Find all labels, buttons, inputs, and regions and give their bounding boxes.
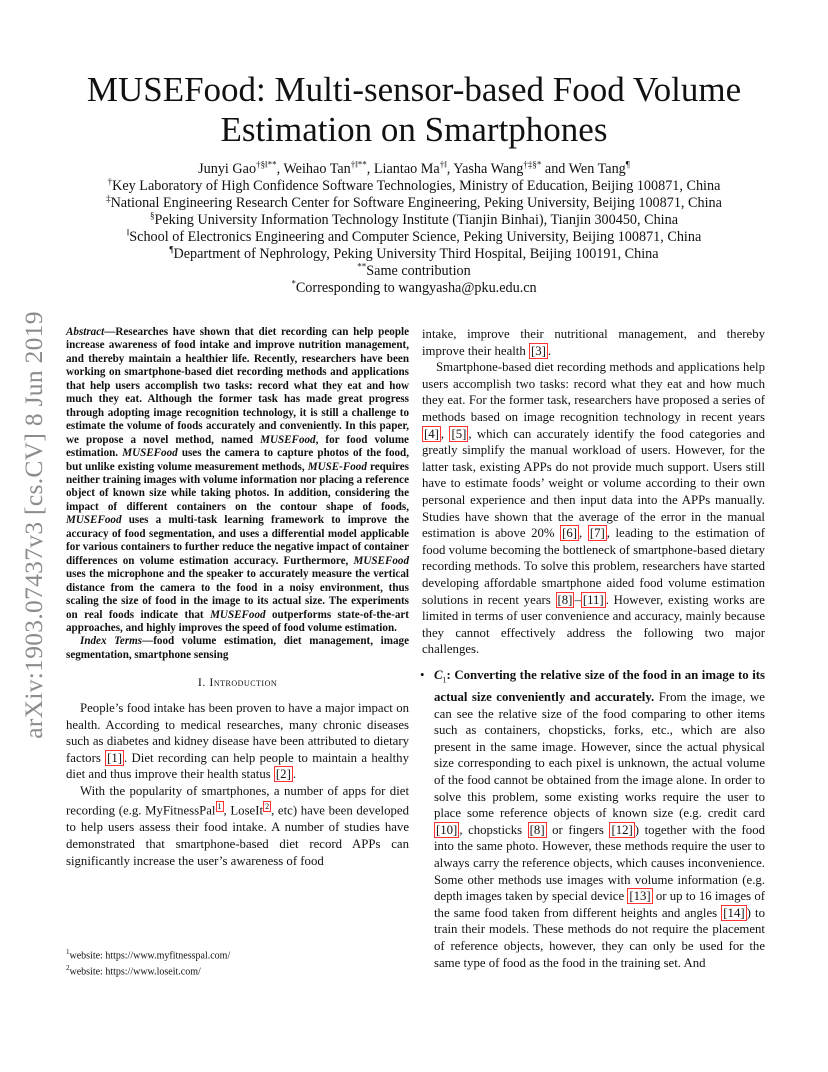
- citation-link[interactable]: [1]: [107, 750, 123, 765]
- citation-link[interactable]: [3]: [530, 343, 546, 358]
- footnote-link[interactable]: 1: [217, 802, 222, 812]
- footnotes: [66, 946, 409, 979]
- author-list: [70, 161, 758, 178]
- citation-link[interactable]: [14]: [723, 905, 745, 920]
- citation-link[interactable]: [5]: [451, 426, 467, 441]
- citation-link[interactable]: [7]: [589, 526, 605, 541]
- right-column: [422, 326, 765, 971]
- intro-paragraph-2-cont: intake, improve their nutritional management, and thereby improve their health [3] .: [422, 327, 765, 358]
- affiliation-2: ‡National Engineering Research Center for Software Engineering, Peking University, Beijing 100871, China: [106, 193, 722, 211]
- author-name: , Liantao Ma: [366, 161, 440, 177]
- paper-title: [70, 70, 758, 150]
- author-block: [70, 161, 758, 297]
- citation-link[interactable]: [2]: [275, 767, 291, 782]
- title-line-1: MUSEFood: Multi-sensor-based Food Volume: [86, 70, 742, 109]
- section-heading-introduction: I. Introduction: [197, 675, 278, 690]
- author-affil-mark: †‖: [439, 159, 447, 170]
- affiliation-5: ¶Department of Nephrology, Peking University Third Hospital, Beijing 100191, China: [169, 244, 659, 262]
- corresponding-author-note: *Corresponding to wangyasha@pku.edu.cn: [291, 278, 537, 296]
- same-contribution-note: **Same contribution: [357, 261, 471, 279]
- citation-link[interactable]: [4]: [424, 426, 439, 441]
- author-affil-mark: †§‖**: [256, 159, 277, 170]
- arxiv-sidebar: [14, 290, 54, 760]
- author-affil-mark: †‖**: [350, 159, 367, 170]
- affiliation-1: †Key Laboratory of High Confidence Software Technologies, Ministry of Education, Beijing 100871, China: [107, 176, 721, 194]
- affiliation-4: ‖School of Electronics Engineering and Computer Science, Peking University, Beijing 100871, China: [126, 227, 702, 245]
- intro-paragraph-2: With the popularity of smartphones, a number of apps for diet recording (e.g. MyFitnessPal $^1$ , LoseIt $^2$ , etc) have been developed to help users assess their food intake. A number of studies have demonstrated that smartphone-based diet record APPs can significantly increase the user’s awareness of food: [66, 783, 409, 868]
- index-terms: Index Terms—food volume estimation, diet management, image segmentation, smartphone sensing: [66, 635, 409, 661]
- left-column: [66, 326, 409, 869]
- author-name: , Yasha Wang: [446, 161, 524, 177]
- title-line-2: Estimation on Smartphones: [220, 110, 608, 149]
- footnote-2: $^2$website: https://www.loseit.com/: [66, 964, 201, 978]
- citation-link[interactable]: [10]: [436, 822, 458, 837]
- footnote-link[interactable]: 2: [265, 802, 270, 812]
- citation-link[interactable]: [6]: [562, 526, 578, 541]
- author-affil-mark: ¶: [625, 159, 630, 170]
- citation-link[interactable]: [13]: [629, 889, 651, 904]
- author-affil-mark: †‡§*: [523, 159, 542, 170]
- intro-paragraph-1: People’s food intake has been proven to have a major impact on health. According to medical researches, many chronic diseases such as diabetes and kidney disease have been attributed to dietary factors [1] . Diet recording can help people to maintain a healthy diet and thus improve their health status [2] .: [66, 700, 409, 782]
- index-terms-label: Index Terms: [80, 635, 143, 648]
- citation-link[interactable]: [11]: [582, 592, 604, 607]
- author-name: and Wen Tang: [541, 161, 626, 177]
- arxiv-identifier: arXiv:1903.07437v3 [cs.CV] 8 Jun 2019: [19, 311, 48, 739]
- intro-paragraph-3: Smartphone-based diet recording methods and applications help users accomplish two tasks: record what they eat and how much they eat. For the former task, researchers have proposed a series of methods based on image recognition technology in recent years [4] , [5] , which can accurately identify the food categories and greatly simplify the manual workload of users. However, for the latter task, existing APPs do not provide much support. Users still have to estimate foods’ weight or volume according to their own personal experience and then input data into the APPs manually. Studies have shown that the average of the error in the manual estimation is above 20% [6] , [7] , leading to the estimation of food volume becoming the bottleneck of smartphone-based dietary recording methods. To solve this problem, researchers have started developing affordable smartphone aided food volume estimation solutions in recent years [8] – [11] . However, existing works are limited in terms of user convenience and accuracy, mainly because they cannot effectively address the following two major challenges.: [422, 360, 765, 657]
- bullet-icon: •: [420, 667, 425, 682]
- abstract-label: Abstract: [66, 326, 105, 338]
- author-name: , Weihao Tan: [276, 161, 351, 177]
- author-name: Junyi Gao: [198, 161, 257, 177]
- footnote-1: $^1$website: https://www.myfitnesspal.com/: [66, 948, 231, 962]
- citation-link[interactable]: [12]: [611, 822, 633, 837]
- challenge-bullet-c1: • $C_1$: Converting the relative size of the food in an image to its actual size conveniently and accurately. From the image, we can see the relative size of the food comparing to other items such as containers, chopsticks, forks, etc., which are also present in the same image. However, since the actual physical size corresponding to each pixel is unknown, the actual volume of the food cannot be obtained from the image alone. In order to solve this problem, some existing works require the user to place some reference objects of known size (e.g. credit card [10] , chopsticks [8] or fingers [12] ) together with the food into the same photo. However, these methods require the user to always carry the reference objects, which causes inconvenience. Some other methods use images with volume information (e.g. depth images taken by special device [13] or up to 16 images of the same food taken from different heights and angles [14] ) to train their models. These methods do not require the placement of reference objects, however, they can only be used for the same type of food as the food in the training set. And: [420, 667, 766, 970]
- abstract: Abstract—Researches have shown that diet recording can help people increase awareness of food intake and improve nutrition management, and thereby maintain a healthier life. Recently, researchers have been working on smartphone-based diet recording methods and applications that help users accomplish two tasks: record what they eat and how much they eat. Although the former task has made great progress through adopting image recognition technology, it is still a challenge to estimate the volume of foods accurately and conveniently. In this paper, we propose a novel method, named MUSEFood, for food volume estimation. MUSEFood uses the camera to capture photos of the food, but unlike existing volume measurement methods, MUSE-Food requires neither training images with volume information nor placing a reference object of known size while taking photos. In addition, considering the impact of different containers on the contour shape of foods, MUSEFood uses a multi-task learning framework to improve the accuracy of food segmentation, and uses a differential model applicable for various containers to further reduce the negative impact of container differences on volume estimation accuracy. Furthermore, MUSEFood uses the microphone and the speaker to accurately measure the vertical distance from the camera to the food in a noisy environment, thus scaling the size of food in the image to its actual size. The experiments on real foods indicate that MUSEFood outperforms state-of-the-art approaches, and highly improves the speed of food volume estimation.: [66, 326, 410, 634]
- affiliation-3: §Peking University Information Technology Institute (Tianjin Binhai), Tianjin 300450, China: [149, 210, 679, 228]
- citation-link[interactable]: [8]: [557, 592, 573, 607]
- citation-link[interactable]: [8]: [529, 822, 545, 837]
